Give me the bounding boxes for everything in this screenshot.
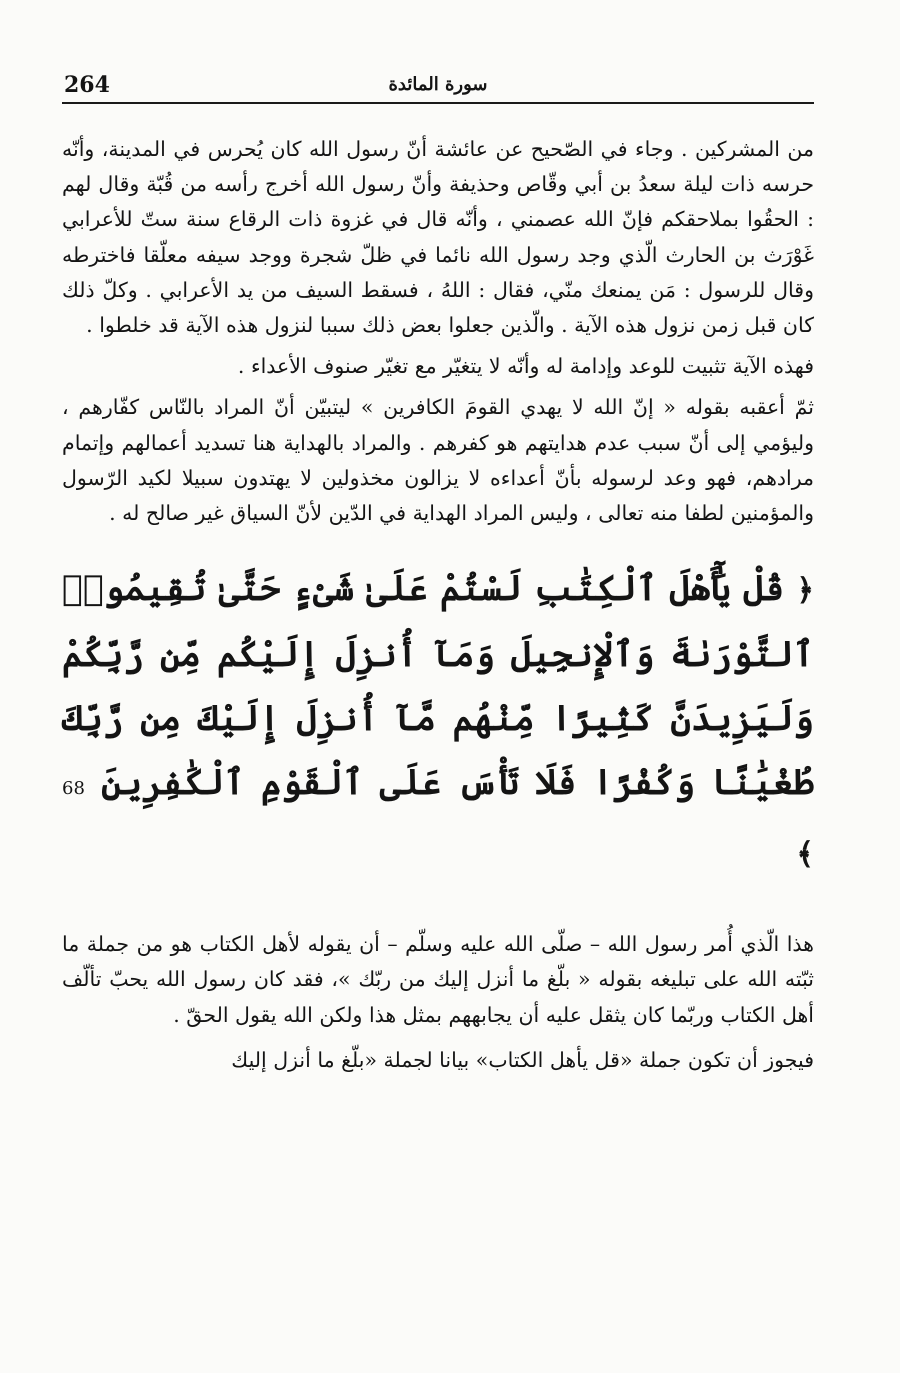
paragraph: من المشركين . وجاء في الصّحيح عن عائشة أنّ رسول الله كان يُحرس في المدينة، وأنّه حرسه ذات ليلة سعدُ بن أبي وقّاص وحذيفة وأنّ رسول الله أخرج رأسه من قُبّة وقال لهم : الحقُوا بملاحقكم فإنّ الله عصمني ، وأنّه قال في غزوة ذات الرقاع سنة ستّ للأعرابي غَوْرَث بن الحارث الّذي وجد رسول الله نائما في ظلّ شجرة ووجد سيفه معلّقا فاخترطه وقال للرسول : مَن يمنعك منّي، فقال : اللهُ ، فسقط السيف من يد الأعرابي . وكلّ ذلك كان قبل زمن نزول هذه الآية . والّذين جعلوا بعض ذلك سببا لنزول هذه الآية قد خلطوا .: [62, 137, 814, 338]
running-title: سورة المائدة: [388, 74, 488, 95]
paragraph: هذا الّذي أُمر رسول الله – صلّى الله عليه وسلّم – أن يقوله لأهل الكتاب هو من جملة ما ثبّته الله على تبليغه بقوله « بلّغ ما أنزل إليك من ربّك »، فقد كان رسول الله يحبّ تألّف أهل الكتاب وربّما كان يثقل عليه أن يجابههم بمثل هذا ولكن الله يقول الحقّ .: [62, 932, 814, 1027]
verse-open-ornament: ﴿: [796, 573, 815, 609]
page-header: [62, 66, 814, 104]
page-body: [62, 132, 814, 1084]
verse-close-ornament: ﴾: [796, 837, 814, 873]
verse-text: قُلْ يَٰٓأَهْلَ ٱلْكِتَٰبِ لَسْتُمْ عَلَىٰ شَىْءٍ حَتَّىٰ تُقِيمُوا۟ ٱلتَّوْرَىٰةَ وَٱلْإِنجِيلَ وَمَآ أُنزِلَ إِلَيْكُم مِّن رَّبِّكُمْ وَلَيَزِيدَنَّ كَثِيرًا مِّنْهُم مَّآ أُنزِلَ إِلَيْكَ مِن رَّبِّكَ طُغْيَٰنًا وَكُفْرًا فَلَا تَأْسَ عَلَى ٱلْقَوْمِ ٱلْكَٰفِرِينَ: [62, 568, 814, 804]
verse-number: 68: [62, 778, 85, 800]
paragraph: فيجوز أن تكون جملة «قل يأهل الكتاب» بيانا لجملة «بلّغ ما أنزل إليك: [231, 1047, 814, 1072]
quran-verse: [62, 557, 814, 887]
paragraph: فهذه الآية تثبيت للوعد وإدامة له وأنّه لا يتغيّر مع تغيّر صنوف الأعداء .: [237, 354, 814, 379]
page-number: 264: [64, 72, 110, 98]
paragraph: ثمّ أعقبه بقوله « إنّ الله لا يهدي القومَ الكافرين » ليتبيّن أنّ المراد بالنّاس كفّارهم ، وليؤمي إلى أنّ سبب عدم هدايتهم هو كفرهم . والمراد بالهداية هنا تسديد أعمالهم وإتمام مرادهم، فهو وعد لرسوله بأنّ أعداءه لا يزالون مخذولين لا يهتدون سبيلا لكيد الرّسول والمؤمنين لطفا منه تعالى ، وليس المراد الهداية في الدّين لأنّ السياق غير صالح له .: [62, 395, 814, 526]
